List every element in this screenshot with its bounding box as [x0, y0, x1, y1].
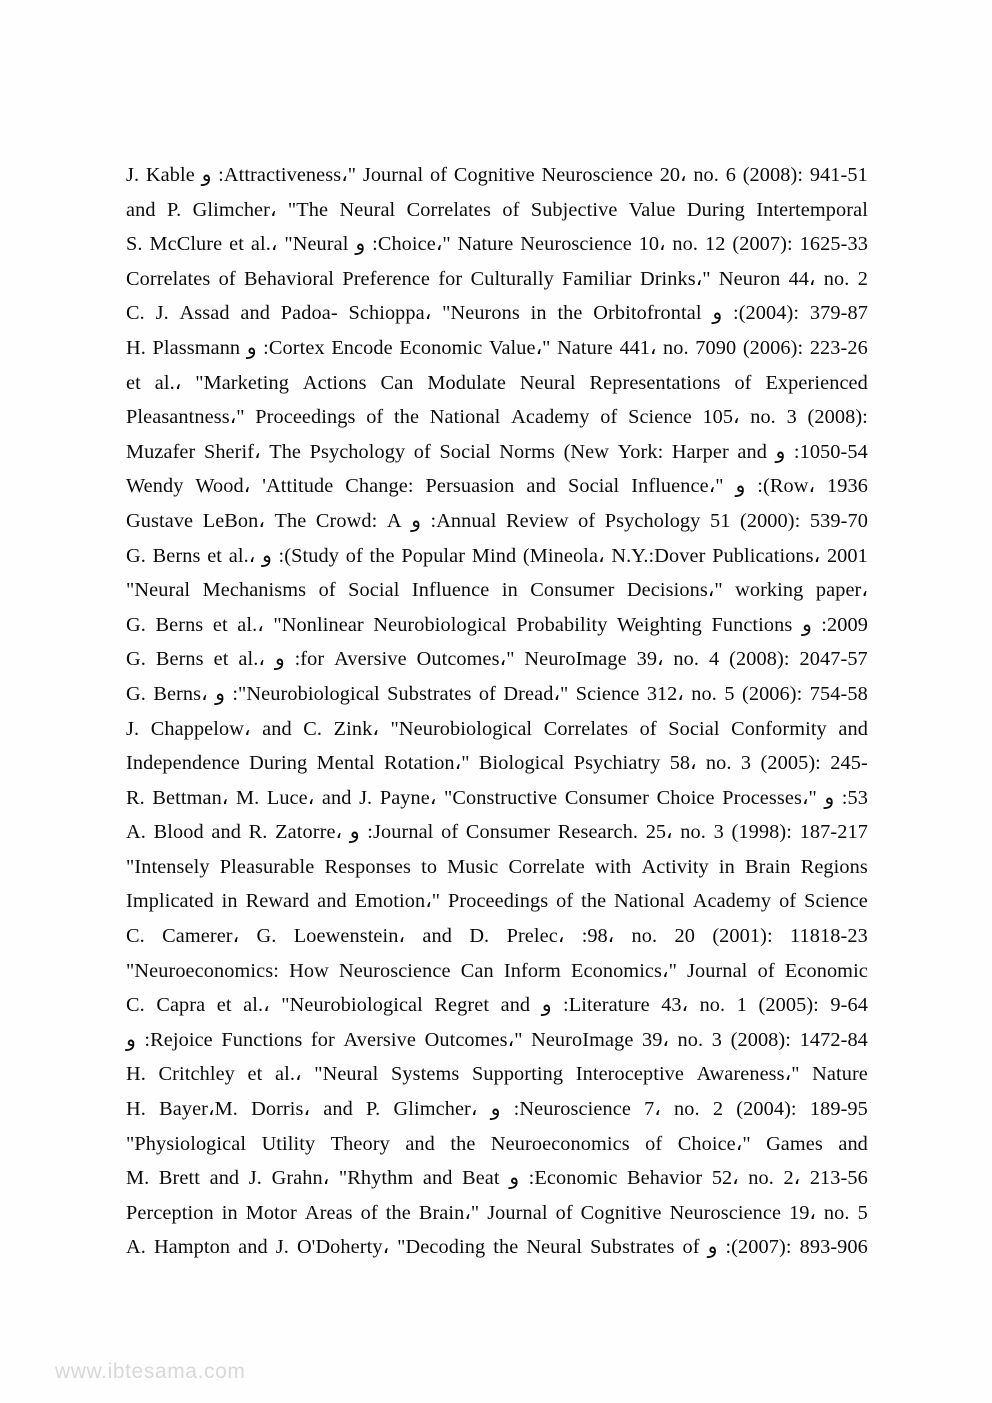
reference-line: J. Chappelow، and C. Zink، "Neurobiological Correlates of Social Conformity and — [126, 717, 868, 740]
reference-line: Wendy Wood، 'Attitude Change: Persuasion and Social Influence،" و :(Row، 1936 — [126, 475, 868, 498]
reference-line: Correlates of Behavioral Preference for Culturally Familiar Drinks،" Neuron 44، no. 2 — [126, 267, 868, 290]
reference-line: G. Berns et al.، "Nonlinear Neurobiological Probability Weighting Functions و :2009 — [126, 613, 868, 636]
reference-line: C. J. Assad and Padoa- Schioppa، "Neurons in the Orbitofrontal و :(2004): 379-87 — [126, 302, 868, 325]
reference-line: Implicated in Reward and Emotion،" Proceedings of the National Academy of Science — [126, 890, 868, 913]
reference-line: H. Plassmann و :Cortex Encode Economic Value،" Nature 441، no. 7090 (2006): 223-26 — [126, 336, 868, 359]
references-text-block — [126, 158, 868, 1265]
reference-line: S. McClure et al.، "Neural و :Choice،" Nature Neuroscience 10، no. 12 (2007): 1625-33 — [126, 233, 868, 256]
reference-line: C. Camerer، G. Loewenstein، and D. Prelec، :98، no. 20 (2001): 11818-23 — [126, 925, 868, 948]
reference-line: H. Bayer،M. Dorris، and P. Glimcher، و :Neuroscience 7، no. 2 (2004): 189-95 — [126, 1098, 868, 1121]
reference-line: and P. Glimcher، "The Neural Correlates of Subjective Value During Intertemporal — [126, 198, 868, 221]
reference-line: A. Hampton and J. O'Doherty، "Decoding the Neural Substrates of و :(2007): 893-906 — [126, 1236, 868, 1259]
reference-line: R. Bettman، M. Luce، and J. Payne، "Constructive Consumer Choice Processes،" و :53 — [126, 786, 868, 809]
reference-line: G. Berns et al.، و :for Aversive Outcomes،" NeuroImage 39، no. 4 (2008): 2047-57 — [126, 648, 868, 671]
reference-line: Muzafer Sherif، The Psychology of Social Norms (New York: Harper and و :1050-54 — [126, 440, 868, 463]
reference-line: A. Blood and R. Zatorre، و :Journal of Consumer Research. 25، no. 3 (1998): 187-217 — [126, 821, 868, 844]
reference-line: et al.، "Marketing Actions Can Modulate Neural Representations of Experienced — [126, 371, 868, 394]
site-watermark: www.ibtesama.com — [55, 1360, 246, 1383]
reference-line: J. Kable و :Attractiveness،" Journal of Cognitive Neuroscience 20، no. 6 (2008): 941-51 — [126, 164, 868, 186]
reference-line: "Neuroeconomics: How Neuroscience Can Inform Economics،" Journal of Economic — [126, 959, 868, 982]
reference-line: "Neural Mechanisms of Social Influence in Consumer Decisions،" working paper، — [126, 579, 868, 602]
reference-line: "Intensely Pleasurable Responses to Music Correlate with Activity in Brain Regions — [126, 855, 868, 878]
reference-line: Pleasantness،" Proceedings of the National Academy of Science 105، no. 3 (2008): — [126, 406, 868, 429]
reference-line: Perception in Motor Areas of the Brain،" Journal of Cognitive Neuroscience 19، no. 5 — [126, 1201, 868, 1224]
reference-line: G. Berns et al.، و :(Study of the Popular Mind (Mineola، N.Y.:Dover Publications، 2001 — [126, 544, 868, 567]
reference-line: C. Capra et al.، "Neurobiological Regret and و :Literature 43، no. 1 (2005): 9-64 — [126, 994, 868, 1017]
reference-line: G. Berns، و :"Neurobiological Substrates of Dread،" Science 312، no. 5 (2006): 754-58 — [126, 682, 868, 705]
reference-line: "Physiological Utility Theory and the Neuroeconomics of Choice،" Games and — [126, 1132, 868, 1155]
reference-line: Independence During Mental Rotation،" Biological Psychiatry 58، no. 3 (2005): 245- — [126, 752, 868, 775]
reference-line: و :Rejoice Functions for Aversive Outcomes،" NeuroImage 39، no. 3 (2008): 1472-84 — [126, 1028, 868, 1051]
reference-line: M. Brett and J. Grahn، "Rhythm and Beat و :Economic Behavior 52، no. 2، 213-56 — [126, 1167, 868, 1190]
reference-line: Gustave LeBon، The Crowd: A و :Annual Review of Psychology 51 (2000): 539-70 — [126, 509, 868, 532]
reference-line: H. Critchley et al.، "Neural Systems Supporting Interoceptive Awareness،" Nature — [126, 1063, 868, 1086]
